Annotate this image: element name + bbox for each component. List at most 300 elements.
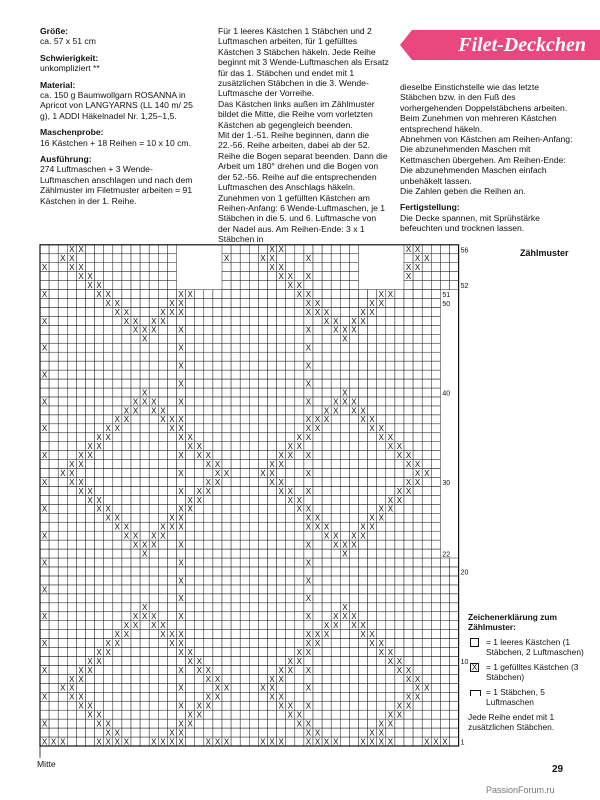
grid-cell — [231, 504, 240, 513]
grid-cell — [377, 549, 386, 558]
grid-cell — [131, 343, 140, 352]
grid-cell — [49, 299, 58, 308]
grid-cell — [113, 460, 122, 469]
filled-cell-mark: X — [78, 477, 84, 487]
filled-cell-mark: X — [178, 612, 184, 622]
grid-cell — [304, 674, 313, 683]
filled-cell-mark: X — [333, 316, 339, 326]
grid-cell — [395, 370, 404, 379]
grid-cell — [322, 433, 331, 442]
grid-cell — [295, 621, 304, 630]
filled-cell-mark: X — [196, 442, 202, 452]
grid-cell — [431, 504, 440, 513]
grid-cell — [240, 334, 249, 343]
grid-cell — [368, 683, 377, 692]
grid-cell — [222, 272, 231, 281]
grid-cell — [104, 495, 113, 504]
grid-cell — [222, 674, 231, 683]
grid-cell — [195, 352, 204, 361]
grid-cell — [258, 585, 267, 594]
grid-cell — [149, 657, 158, 666]
grid-cell — [76, 710, 85, 719]
filled-cell-mark: X — [278, 245, 284, 255]
grid-cell — [313, 281, 322, 290]
grid-cell — [450, 666, 459, 675]
grid-cell — [104, 692, 113, 701]
grid-cell — [277, 639, 286, 648]
grid-cell — [186, 379, 195, 388]
grid-cell — [204, 361, 213, 370]
grid-cell — [295, 666, 304, 675]
grid-cell — [413, 406, 422, 415]
grid-cell — [86, 719, 95, 728]
paragraph: Abnehmen von Kästchen am Reihen-Anfang: Die abzunehmenden Maschen mit Kettmaschen übergehen. Am Reihen-Ende: Die abzunehmenden Maschen einfach unbehäkelt lassen. — [400, 134, 573, 186]
grid-cell — [277, 558, 286, 567]
grid-cell — [331, 433, 340, 442]
grid-cell — [440, 585, 449, 594]
grid-cell — [258, 657, 267, 666]
filled-cell-mark: X — [305, 683, 312, 693]
grid-cell — [322, 585, 331, 594]
grid-cell — [258, 245, 267, 254]
grid-cell — [58, 290, 67, 299]
grid-cell — [359, 433, 368, 442]
grid-cell — [440, 639, 449, 648]
filled-cell-mark: X — [305, 737, 312, 747]
watermark: PassionForum.ru — [486, 785, 555, 795]
grid-cell — [404, 469, 413, 478]
grid-cell — [204, 433, 213, 442]
grid-cell — [322, 603, 331, 612]
grid-cell — [167, 325, 176, 334]
grid-cell — [140, 352, 149, 361]
grid-cell — [249, 683, 258, 692]
grid-cell — [268, 540, 277, 549]
filled-cell-mark: X — [305, 272, 312, 281]
grid-cell — [149, 594, 158, 603]
filled-cell-mark: X — [123, 621, 130, 631]
filled-cell-mark: X — [305, 540, 312, 550]
grid-cell — [377, 657, 386, 666]
grid-cell — [104, 478, 113, 487]
grid-cell — [368, 719, 377, 728]
grid-cell — [167, 478, 176, 487]
grid-cell — [158, 567, 167, 576]
grid-cell — [359, 379, 368, 388]
grid-cell — [122, 478, 131, 487]
grid-cell — [422, 603, 431, 612]
grid-cell — [195, 379, 204, 388]
grid-cell — [349, 290, 358, 299]
grid-cell — [295, 343, 304, 352]
filled-cell-mark: X — [369, 639, 375, 648]
grid-cell — [95, 316, 104, 325]
grid-cell — [104, 245, 113, 254]
filled-cell-mark: X — [305, 647, 312, 657]
grid-cell — [49, 549, 58, 558]
grid-cell — [431, 415, 440, 424]
grid-cell — [295, 513, 304, 522]
grid-cell — [413, 540, 422, 549]
grid-cell — [331, 495, 340, 504]
filled-cell-mark: X — [132, 531, 139, 541]
grid-cell — [86, 737, 95, 746]
grid-cell — [167, 361, 176, 370]
filled-cell-mark: X — [378, 647, 384, 657]
grid-cell — [450, 612, 459, 621]
grid-cell — [213, 406, 222, 415]
grid-cell — [149, 442, 158, 451]
filled-cell-mark: X — [305, 719, 312, 729]
grid-cell — [149, 263, 158, 272]
grid-cell — [149, 370, 158, 379]
grid-cell — [404, 397, 413, 406]
grid-cell — [186, 674, 195, 683]
filled-cell-mark: X — [114, 522, 120, 532]
grid-cell — [359, 612, 368, 621]
grid-cell — [431, 630, 440, 639]
grid-cell — [277, 334, 286, 343]
grid-cell — [340, 630, 349, 639]
filled-cell-mark: X — [41, 531, 48, 541]
filled-cell-mark: X — [305, 630, 312, 639]
grid-cell — [349, 254, 358, 263]
grid-cell — [113, 683, 122, 692]
grid-cell — [149, 460, 158, 469]
grid-cell — [104, 657, 113, 666]
grid-cell — [231, 487, 240, 496]
grid-cell — [167, 316, 176, 325]
grid-cell — [422, 442, 431, 451]
grid-cell — [76, 379, 85, 388]
grid-cell — [286, 576, 295, 585]
grid-cell — [404, 495, 413, 504]
filled-cell-mark: X — [305, 433, 312, 443]
paragraph: Die Zahlen geben die Reihen an. — [400, 186, 526, 197]
grid-cell — [422, 325, 431, 334]
grid-cell — [268, 621, 277, 630]
filled-cell-mark: X — [333, 325, 339, 335]
grid-cell — [58, 406, 67, 415]
grid-cell — [313, 316, 322, 325]
grid-cell — [395, 460, 404, 469]
grid-cell — [331, 343, 340, 352]
grid-cell — [40, 352, 49, 361]
grid-cell — [268, 710, 277, 719]
filled-cell-mark: X — [278, 701, 284, 711]
grid-cell — [277, 397, 286, 406]
grid-cell — [222, 701, 231, 710]
filled-cell-mark: X — [78, 486, 84, 496]
grid-cell — [404, 343, 413, 352]
grid-cell — [122, 710, 131, 719]
grid-cell — [67, 540, 76, 549]
grid-cell — [158, 612, 167, 621]
grid-cell — [368, 397, 377, 406]
grid-cell — [368, 531, 377, 540]
grid-cell — [268, 361, 277, 370]
grid-cell — [204, 549, 213, 558]
grid-cell — [222, 290, 231, 299]
grid-cell — [131, 478, 140, 487]
grid-cell — [204, 495, 213, 504]
grid-cell — [440, 630, 449, 639]
grid-cell — [340, 648, 349, 657]
grid-cell — [359, 487, 368, 496]
grid-cell — [349, 719, 358, 728]
grid-cell — [58, 531, 67, 540]
filled-cell-mark: X — [142, 388, 148, 398]
grid-cell — [131, 451, 140, 460]
grid-cell — [67, 451, 76, 460]
filled-cell-mark: X — [205, 486, 211, 496]
grid-cell — [122, 558, 131, 567]
grid-cell — [431, 451, 440, 460]
grid-cell — [331, 352, 340, 361]
grid-cell — [231, 478, 240, 487]
filled-cell-mark: X — [287, 486, 293, 496]
grid-cell — [413, 558, 422, 567]
grid-cell — [422, 424, 431, 433]
filled-cell-mark: X — [114, 415, 120, 425]
grid-cell — [76, 558, 85, 567]
filled-cell-mark: X — [278, 459, 284, 469]
grid-cell — [158, 424, 167, 433]
grid-cell — [67, 290, 76, 299]
grid-cell — [395, 728, 404, 737]
legend-item-filled: X = 1 gefülltes Kästchen (3 Stäbchen) — [471, 662, 579, 682]
grid-cell — [222, 513, 231, 522]
filled-cell-mark: X — [187, 442, 193, 452]
grid-cell — [186, 469, 195, 478]
grid-cell — [295, 549, 304, 558]
grid-cell — [295, 558, 304, 567]
grid-cell — [340, 666, 349, 675]
grid-cell — [213, 576, 222, 585]
grid-cell — [58, 415, 67, 424]
grid-cell — [122, 674, 131, 683]
grid-cell — [422, 558, 431, 567]
grid-cell — [95, 692, 104, 701]
grid-cell — [231, 263, 240, 272]
grid-cell — [222, 692, 231, 701]
grid-cell — [67, 370, 76, 379]
grid-cell — [113, 263, 122, 272]
filled-cell-mark: X — [405, 665, 412, 675]
grid-cell — [213, 442, 222, 451]
grid-cell — [295, 487, 304, 496]
grid-cell — [349, 630, 358, 639]
filled-cell-mark: X — [69, 683, 75, 693]
grid-cell — [258, 567, 267, 576]
filled-cell-mark: X — [178, 665, 184, 675]
grid-cell — [295, 361, 304, 370]
grid-cell — [58, 442, 67, 451]
grid-cell — [268, 290, 277, 299]
grid-cell — [140, 737, 149, 746]
grid-cell — [104, 674, 113, 683]
grid-cell — [258, 299, 267, 308]
grid-cell — [95, 621, 104, 630]
filled-cell-mark: X — [41, 737, 48, 747]
grid-cell — [440, 666, 449, 675]
grid-cell — [404, 316, 413, 325]
grid-cell — [122, 504, 131, 513]
grid-cell — [331, 657, 340, 666]
grid-cell — [386, 630, 395, 639]
grid-cell — [58, 370, 67, 379]
grid-cell — [404, 567, 413, 576]
grid-cell — [67, 316, 76, 325]
grid-cell — [122, 495, 131, 504]
grid-cell — [313, 451, 322, 460]
filled-cell-mark: X — [396, 665, 403, 675]
grid-cell — [313, 621, 322, 630]
grid-cell — [349, 585, 358, 594]
grid-cell — [186, 666, 195, 675]
filled-cell-mark: X — [223, 254, 230, 264]
grid-cell — [231, 388, 240, 397]
paragraph: Zunehmen von 1 gefüllten Kästchen am Reihen-Anfang: 6 Wende-Luftmaschen, je 1 Stäbchen in die 5. und 6. Luftmasche von der Nadel aus. Am Reihen-Ende: 3 x 1 Stäbchen in — [218, 192, 386, 245]
grid-cell — [295, 254, 304, 263]
grid-cell — [440, 281, 449, 290]
grid-cell — [286, 683, 295, 692]
grid-cell — [340, 316, 349, 325]
grid-cell — [295, 522, 304, 531]
grid-cell — [258, 424, 267, 433]
grid-cell — [268, 397, 277, 406]
grid-cell — [140, 478, 149, 487]
grid-cell — [195, 683, 204, 692]
grid-cell — [67, 576, 76, 585]
grid-cell — [86, 424, 95, 433]
grid-cell — [440, 567, 449, 576]
grid-cell — [95, 540, 104, 549]
filled-cell-mark: X — [287, 495, 293, 505]
grid-cell — [76, 504, 85, 513]
grid-cell — [231, 379, 240, 388]
grid-cell — [186, 612, 195, 621]
filled-cell-mark: X — [424, 254, 430, 264]
grid-cell — [231, 442, 240, 451]
grid-cell — [340, 469, 349, 478]
grid-cell — [331, 263, 340, 272]
filled-cell-mark: X — [378, 513, 384, 523]
grid-cell — [340, 728, 349, 737]
grid-cell — [340, 513, 349, 522]
grid-cell — [58, 451, 67, 460]
grid-cell — [240, 478, 249, 487]
grid-cell — [86, 290, 95, 299]
grid-cell — [431, 254, 440, 263]
grid-cell — [304, 334, 313, 343]
grid-cell — [277, 370, 286, 379]
grid-cell — [231, 657, 240, 666]
filled-cell-mark: X — [105, 433, 111, 443]
grid-cell — [204, 316, 213, 325]
grid-cell — [304, 406, 313, 415]
filled-cell-mark: X — [360, 630, 366, 639]
grid-cell — [76, 576, 85, 585]
grid-cell — [40, 469, 49, 478]
grid-cell — [277, 621, 286, 630]
paragraph: Für 1 leeres Kästchen 1 Stäbchen und 2 Luftmaschen arbeiten, für 1 gefülltes Kästchen 3 Stäbchen häkeln. Jede Reihe beginnt mit 3 Wende-Luftmaschen als Ersatz für das 1. Stäbchen und endet mit 1 zusätzlichen Stäbchen in die 3. Wende-Luftmasche der Vorreihe. — [218, 26, 389, 99]
grid-cell — [277, 316, 286, 325]
filled-cell-mark: X — [378, 298, 384, 308]
grid-cell — [195, 728, 204, 737]
grid-cell — [313, 442, 322, 451]
grid-cell — [286, 433, 295, 442]
grid-cell — [140, 281, 149, 290]
grid-cell — [113, 272, 122, 281]
grid-cell — [359, 540, 368, 549]
filled-cell-mark: X — [405, 674, 412, 684]
grid-cell — [404, 352, 413, 361]
grid-cell — [58, 361, 67, 370]
grid-cell — [349, 379, 358, 388]
filled-cell-mark: X — [333, 621, 339, 631]
grid-cell — [231, 719, 240, 728]
grid-cell — [295, 299, 304, 308]
grid-cell — [313, 719, 322, 728]
filled-cell-mark: X — [342, 397, 348, 407]
grid-cell — [359, 397, 368, 406]
grid-cell — [349, 388, 358, 397]
filled-cell-mark: X — [178, 451, 184, 460]
grid-cell — [258, 522, 267, 531]
grid-cell — [450, 630, 459, 639]
filled-cell-mark: X — [87, 280, 93, 290]
grid-cell — [95, 379, 104, 388]
grid-cell — [131, 272, 140, 281]
grid-cell — [95, 522, 104, 531]
grid-cell — [313, 433, 322, 442]
grid-cell — [395, 316, 404, 325]
grid-cell — [149, 424, 158, 433]
grid-cell — [231, 701, 240, 710]
grid-cell — [222, 281, 231, 290]
grid-cell — [249, 254, 258, 263]
grid-cell — [113, 442, 122, 451]
grid-cell — [104, 254, 113, 263]
grid-cell — [340, 567, 349, 576]
grid-cell — [149, 361, 158, 370]
grid-cell — [440, 719, 449, 728]
grid-cell — [186, 334, 195, 343]
grid-cell — [231, 639, 240, 648]
grid-cell — [76, 469, 85, 478]
grid-cell — [204, 343, 213, 352]
filled-cell-mark: X — [214, 692, 221, 702]
finishing-heading: Fertigstellung: — [400, 202, 460, 213]
grid-cell — [113, 674, 122, 683]
grid-cell — [313, 710, 322, 719]
grid-cell — [313, 504, 322, 513]
grid-cell — [240, 451, 249, 460]
grid-cell — [149, 451, 158, 460]
grid-cell — [204, 469, 213, 478]
grid-cell — [58, 478, 67, 487]
grid-cell — [304, 460, 313, 469]
grid-cell — [313, 487, 322, 496]
grid-cell — [204, 683, 213, 692]
grid-cell — [158, 370, 167, 379]
filled-cell-mark: X — [260, 254, 266, 264]
grid-cell — [349, 272, 358, 281]
grid-cell — [49, 370, 58, 379]
grid-cell — [222, 451, 231, 460]
grid-cell — [49, 540, 58, 549]
